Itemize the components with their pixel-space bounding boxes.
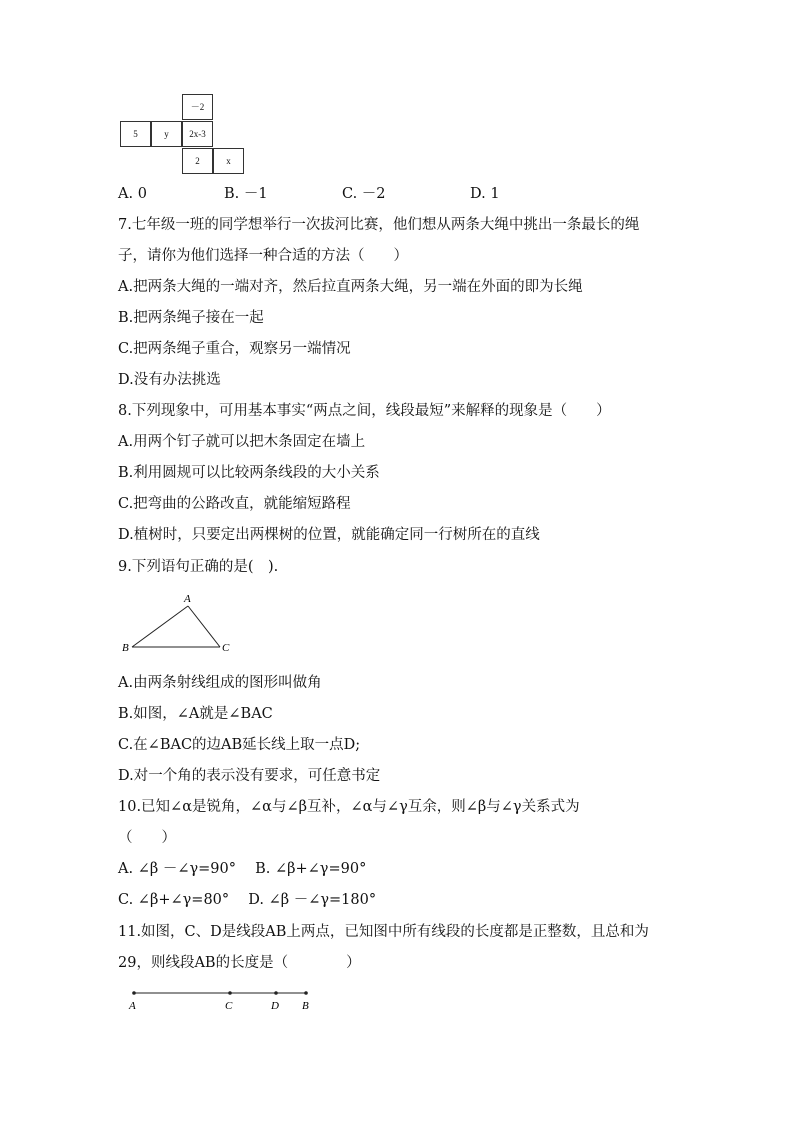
q9-stem: 9.下列语句正确的是( ). — [118, 559, 279, 575]
point-b — [304, 991, 308, 995]
option-c: C. －2 — [342, 186, 386, 202]
triangle-figure — [118, 590, 248, 660]
q11-stem-line-2: 29，则线段AB的长度是（ ） — [118, 955, 361, 971]
vertex-label-c: C — [222, 642, 230, 654]
point-c — [228, 991, 232, 995]
point-a — [132, 991, 136, 995]
q7-stem-line-1: 7.七年级一班的同学想举行一次拔河比赛，他们想从两条大绳中挑出一条最长的绳 — [118, 217, 640, 233]
q9-option-a: A.由两条射线组成的图形叫做角 — [118, 675, 322, 691]
net-cell: －2 — [182, 94, 213, 120]
q8-stem: 8.下列现象中，可用基本事实“两点之间，线段最短”来解释的现象是（ ） — [118, 403, 611, 419]
q10-stem-line-2: （ ） — [118, 830, 176, 846]
q7-option-c: C.把两条绳子重合，观察另一端情况 — [118, 341, 351, 357]
option-a: A. 0 — [118, 186, 147, 202]
point-label-a: A — [129, 1000, 136, 1012]
point-label-d: D — [271, 1000, 279, 1012]
q7-stem-line-2: 子，请你为他们选择一种合适的方法（ ） — [118, 248, 408, 264]
net-cell: y — [151, 121, 182, 147]
q10-options-row-2: C. ∠β+∠γ=80° D. ∠β －∠γ=180° — [118, 892, 377, 908]
q10-options-row-1: A. ∠β －∠γ=90° B. ∠β+∠γ=90° — [118, 861, 367, 877]
q9-option-b: B.如图，∠A就是∠BAC — [118, 706, 273, 722]
q7-option-d: D.没有办法挑选 — [118, 372, 221, 388]
q9-option-d: D.对一个角的表示没有要求，可任意书定 — [118, 768, 381, 784]
point-label-c: C — [225, 1000, 233, 1012]
option-b: B. －1 — [224, 186, 268, 202]
q8-option-c: C.把弯曲的公路改直，就能缩短路程 — [118, 496, 351, 512]
point-label-b: B — [302, 1000, 309, 1012]
option-d: D. 1 — [470, 186, 500, 202]
vertex-label-a: A — [184, 593, 191, 605]
point-d — [274, 991, 278, 995]
net-cell: x — [213, 148, 244, 174]
q6-options — [118, 184, 538, 204]
q7-option-a: A.把两条大绳的一端对齐，然后拉直两条大绳，另一端在外面的即为长绳 — [118, 279, 583, 295]
q8-option-a: A.用两个钉子就可以把木条固定在墙上 — [118, 434, 366, 450]
q11-stem-line-1: 11.如图，C、D是线段AB上两点，已知图中所有线段的长度都是正整数，且总和为 — [118, 924, 649, 940]
q8-option-d: D.植树时，只要定出两棵树的位置，就能确定同一行树所在的直线 — [118, 527, 540, 543]
q10-stem-line-1: 10.已知∠α是锐角，∠α与∠β互补，∠α与∠γ互余，则∠β与∠γ关系式为 — [118, 799, 580, 815]
net-cell: 2 — [182, 148, 213, 174]
q9-option-c: C.在∠BAC的边AB延长线上取一点D; — [118, 737, 361, 753]
cube-net-figure — [118, 94, 248, 178]
segment-figure — [118, 985, 328, 1017]
segment-ba — [132, 606, 188, 647]
vertex-label-b: B — [122, 642, 129, 654]
q7-option-b: B.把两条绳子接在一起 — [118, 310, 264, 326]
net-cell: 2x-3 — [182, 121, 213, 147]
q8-option-b: B.利用圆规可以比较两条线段的大小关系 — [118, 465, 380, 481]
segment-ac — [188, 606, 220, 647]
net-cell: 5 — [120, 121, 151, 147]
